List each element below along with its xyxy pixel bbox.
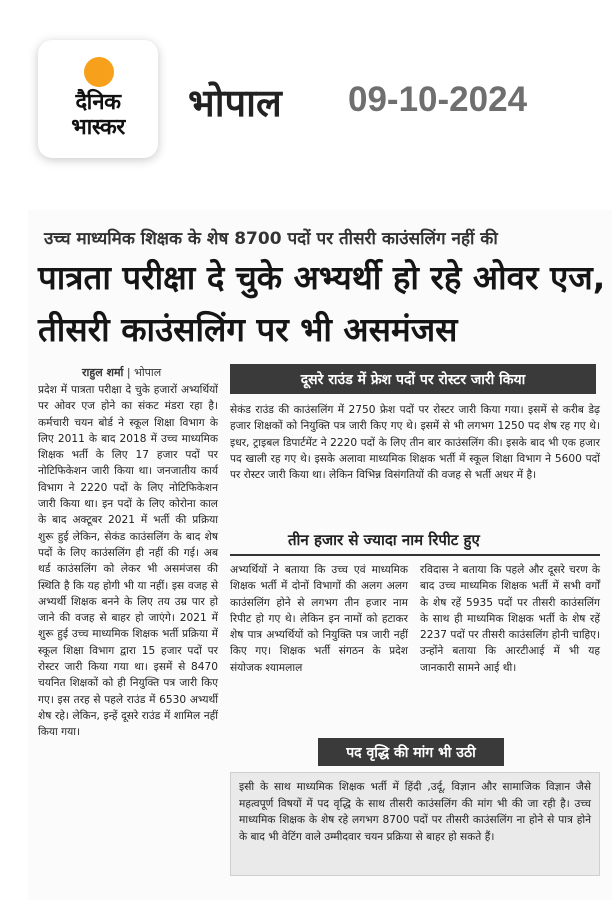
divider [230, 554, 600, 556]
logo-wordmark [52, 90, 144, 140]
logo-line-1: दैनिक [75, 90, 121, 115]
article-body-right: रविदास ने बताया कि पहले और दूसरे चरण के बाद उच्च माध्यमिक शिक्षक भर्ती में सभी वर्गों के शेष रहें 5935 पदों पर तीसरी काउंसलिंग के साथ ही माध्यमिक शिक्षक भर्ती के शेष रहें 2237 पदों पर तीसरी काउंसलिंग होनी चाहिए। उन्होंने बताया कि आरटीआई में भी यह जानकारी सामने आई थी। [420, 564, 600, 674]
article-body-left: प्रदेश में पात्रता परीक्षा दे चुके हजारों अभ्यर्थियों पर ओवर एज होने का संकट मंडरा रहा है। कर्मचारी चयन बोर्ड ने स्कूल शिक्षा विभाग के लिए 2011 के बाद 2018 में उच्च माध्यमिक शिक्षक भर्ती के लिए 17 हजार पदों पर नोटिफिकेशन जारी किया था। जनजातीय कार्य विभाग ने 2220 पदों के लिए नोटिफिकेशन जारी किया था। इन पदों के लिए कोरोना काल के बाद अक्टूबर 2021 में भर्ती की प्रक्रिया शुरू हुई लेकिन, सेकंड काउंसलिंग के बाद शेष पदों के लिए काउंसलिंग ही नहीं की गई। अब थर्ड काउंसलिंग को लेकर भी असमंजस की स्थिति है कि यह होगी भी या नहीं। इस वजह से अभ्यर्थी शिक्षक बनने के लिए तय उम्र पार हो जाने की वजह से बाहर हो जाएंगे। 2021 में शुरू हुई उच्च माध्यमिक शिक्षक भर्ती प्रक्रिया में स्कूल शिक्षा विभाग द्वारा 15 हजार पदों पर रोस्टर जारी किया गया था। इसमें से 8470 चयनित शिक्षकों को ही नियुक्ति पत्र जारी किए गए। इस तरह से पहले राउंड में 6530 अभ्यर्थी शेष रहे। लेकिन, इन्हें दूसरे राउंड में शामिल नहीं किया गया। [38, 384, 218, 739]
byline-place: भोपाल [134, 366, 162, 379]
dainik-bhaskar-logo [38, 40, 158, 158]
byline-name: राहुल शर्मा [82, 366, 124, 379]
article-body-para-1: सेकंड राउंड की काउंसलिंग में 2750 फ्रेश पदों पर रोस्टर जारी किया गया। इसमें से करीब डेढ़ हजार शिक्षकों को नियुक्ति पत्र जारी किए गए थे। इसमें से भी लगभग 1250 पद शेष रह गए थे। इधर, ट्राइबल डिपार्टमेंट ने 2220 पदों के लिए तीन बार काउंसलिंग की। इसके बाद भी एक हजार पद खाली रह गए थे। इसके अलावा माध्यमिक शिक्षक भर्ती में स्कूल शिक्षा विभाग ने 5600 पदों पर रोस्टर जारी किया था। लेकिन विभिन्न विसंगतियों की वजह से भर्ती अधर में है। [230, 404, 600, 482]
edition-city: भोपाल [188, 81, 282, 125]
edition-date: 09-10-2024 [348, 80, 528, 119]
article-body-mid: अभ्यर्थियों ने बताया कि उच्च एवं माध्यमिक शिक्षक भर्ती में दोनों विभागों की अलग अलग काउंसलिंग होने से लगभग तीन हजार नाम रिपीट हो गए थे। लेकिन इन नामों को हटाकर शेष पात्र अभ्यर्थियों को नियुक्ति पत्र जारी नहीं किए गए। शिक्षक भर्ती संगठन के प्रदेश संयोजक श्यामलाल [230, 564, 408, 674]
subheading-bar-3: पद वृद्धि की मांग भी उठी [318, 738, 504, 766]
subheading-2: तीन हजार से ज्यादा नाम रिपीट हुए [288, 531, 480, 549]
byline: राहुल शर्मा | भोपाल [82, 366, 162, 379]
highlight-box: इसी के साथ माध्यमिक शिक्षक भर्ती में हिंदी ,उर्दू, विज्ञान और सामाजिक विज्ञान जैसे महत्वपूर्ण विषयों में पद वृद्धि के साथ तीसरी काउंसलिंग की मांग भी की जा रही है। उच्च माध्यमिक शिक्षक के शेष रहे लगभग 8700 पदों पर तीसरी काउंसलिंग ना होने से पात्र होने के बाद भी वेटिंग वाले उम्मीदवार चयन प्रक्रिया से बाहर हो सकते हैं। [230, 772, 600, 876]
article-headline: पात्रता परीक्षा दे चुके अभ्यर्थी हो रहे ओवर एज, तीसरी काउंसलिंग पर भी असमंजस [38, 258, 606, 349]
article-kicker: उच्च माध्यमिक शिक्षक के शेष 8700 पदों पर तीसरी काउंसलिंग नहीं की [44, 229, 498, 249]
logo-line-2: भास्कर [71, 115, 125, 140]
subheading-bar-1: दूसरे राउंड में फ्रेश पदों पर रोस्टर जारी किया [230, 364, 596, 394]
sun-icon [84, 57, 114, 87]
